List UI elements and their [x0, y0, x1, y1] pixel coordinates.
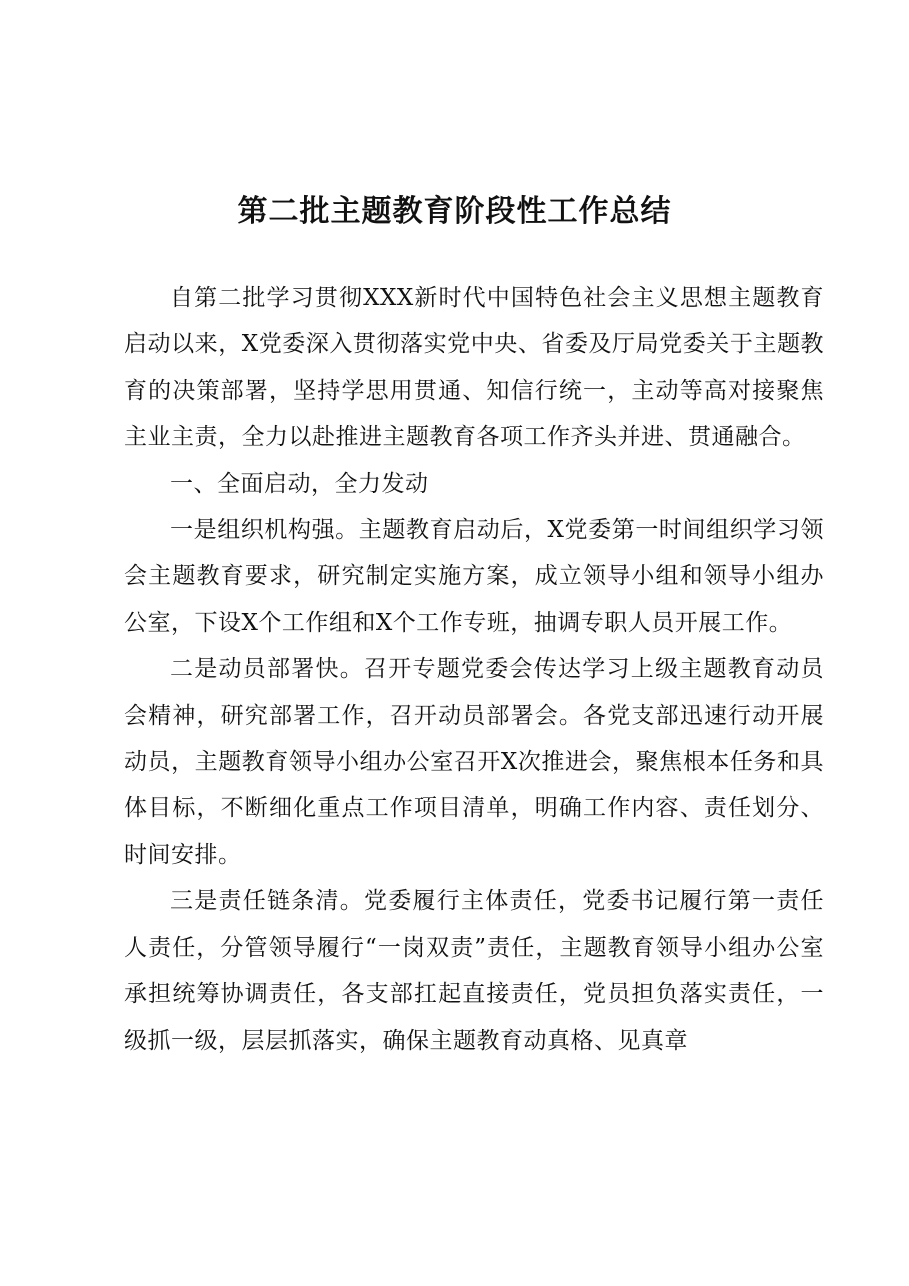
section-heading: 一、全面启动，全力发动 [170, 470, 429, 497]
paragraph-responsibility: 三是责任链条清。党委履行主体责任，党委书记履行第一责任人责任，分管领导履行“一岗双责”责任，主题教育领导小组办公室承担统筹协调责任，各支部扛起直接责任，党员担负落实责任，一级抓一级，层层抓落实，确保主题教育动真格、见真章 [124, 888, 824, 1054]
document-title: 第二批主题教育阶段性工作总结 [237, 194, 672, 229]
paragraph-organization: 一是组织机构强。主题教育启动后，X党委第一时间组织学习领会主题教育要求，研究制定实施方案，成立领导小组和领导小组办公室，下设X个工作组和X个工作专班，抽调专职人员开展工作。 [124, 517, 824, 636]
paragraph-mobilization: 二是动员部署快。召开专题党委会传达学习上级主题教育动员会精神，研究部署工作，召开动员部署会。各党支部迅速行动开展动员，主题教育领导小组办公室召开X次推进会，聚焦根本任务和具体目标，不断细化重点工作项目清单，明确工作内容、责任划分、时间安排。 [124, 656, 824, 868]
document-body [124, 275, 824, 1064]
paragraph-intro: 自第二批学习贯彻XXX新时代中国特色社会主义思想主题教育启动以来，X党委深入贯彻落实党中央、省委及厅局党委关于主题教育的决策部署，坚持学思用贯通、知信行统一，主动等高对接聚焦主业主责，全力以赴推进主题教育各项工作齐头并进、贯通融合。 [124, 285, 824, 451]
